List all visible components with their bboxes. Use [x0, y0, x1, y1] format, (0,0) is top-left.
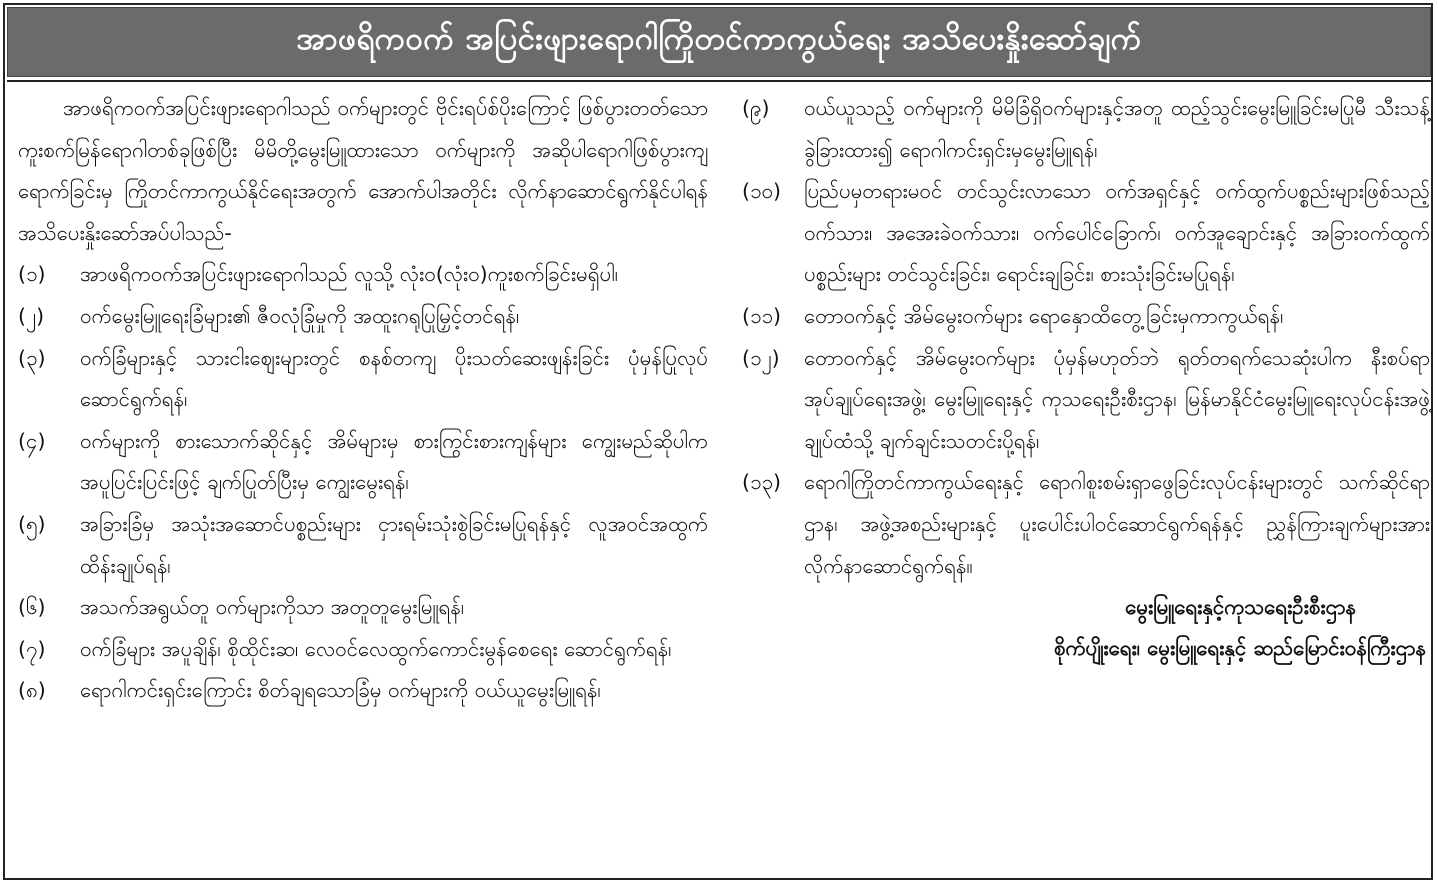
list-item — [742, 462, 1430, 587]
ministry-name: စိုက်ပျိုးရေး၊ မွေးမြူရေးနှင့် ဆည်မြောင်းဝန်ကြီးဌာန — [1053, 636, 1426, 661]
item-number: (၁၁) — [742, 303, 782, 328]
item-text: ဝက်ခြံများနှင့် သားငါးဈေးများတွင် စနစ်တကျ ပိုးသတ်ဆေးဖျန်းခြင်း ပုံမှန်ပြုလုပ်ဆောင်ရွက်ရန်၊ — [80, 345, 708, 412]
item-number: (၇) — [18, 636, 46, 661]
title-banner — [7, 7, 1431, 77]
list-item — [742, 88, 1430, 171]
item-number: (၂) — [18, 303, 45, 328]
list-item — [18, 504, 708, 587]
item-number: (၁၀) — [742, 179, 782, 204]
right-column — [742, 88, 1430, 669]
list-item — [18, 254, 708, 296]
item-text: အခြားခြံမှ အသုံးအဆောင်ပစ္စည်းများ ငှားရမ်းသုံးစွဲခြင်းမပြုရန်နှင့် လူအဝင်အထွက် ထိန်းချုပ်ရန်၊ — [80, 511, 708, 578]
intro-paragraph: အာဖရိကဝက်အပြင်းဖျားရောဂါသည် ဝက်များတွင် ဗိုင်းရပ်စ်ပိုးကြောင့် ဖြစ်ပွားတတ်သော ကူးစက်မြန်ရောဂါတစ်ခုဖြစ်ပြီး မိမိတို့မွေးမြူထားသော ဝက်များကို အဆိုပါရောဂါဖြစ်ပွားကျရောက်ခြင်းမှ ကြိုတင်ကာကွယ်နိုင်ရေးအတွက် အောက်ပါအတိုင်း လိုက်နာဆောင်ရွက်နိုင်ပါရန် အသိပေးနှိုးဆော်အပ်ပါသည်- — [18, 96, 708, 245]
item-number: (၄) — [18, 428, 46, 453]
item-text: ပြည်ပမှတရားမဝင် တင်သွင်းလာသော ဝက်အရှင်နှင့် ဝက်ထွက်ပစ္စည်းများဖြစ်သည့် ဝက်သား၊ အအေးခဲဝက်သား၊ ဝက်ပေါင်ခြောက်၊ ဝက်အူချောင်းနှင့် အခြားဝက်ထွက်ပစ္စည်းများ တင်သွင်းခြင်း၊ ရောင်းချခြင်း၊ စားသုံးခြင်းမပြုရန်၊ — [804, 179, 1430, 287]
list-item — [18, 421, 708, 504]
item-text: တောဝက်နှင့် အိမ်မွေးဝက်များ ရောနှောထိတွေ့ခြင်းမှကာကွယ်ရန်၊ — [804, 303, 1284, 328]
item-text: ရောဂါကြိုတင်ကာကွယ်ရေးနှင့် ရောဂါစူးစမ်းရှာဖွေခြင်းလုပ်ငန်းများတွင် သက်ဆိုင်ရာဌာန၊ အဖွဲ့အစည်းများနှင့် ပူးပေါင်းပါဝင်ဆောင်ရွက်ရန်နှင့် ညွှန်ကြားချက်များအား လိုက်နာဆောင်ရွက်ရန်။ — [804, 470, 1430, 578]
item-number: (၃) — [18, 345, 46, 370]
left-column — [18, 88, 708, 712]
list-item — [742, 171, 1430, 296]
item-text: ရောဂါကင်းရှင်းကြောင်း စိတ်ချရသောခြံမှ ဝက်များကို ဝယ်ယူမွေးမြူရန်၊ — [80, 678, 601, 703]
list-item — [18, 338, 708, 421]
list-item — [18, 629, 708, 671]
list-item — [18, 587, 708, 629]
item-text: ဝက်ခြံများ အပူချိန်၊ စိုထိုင်းဆ၊ လေဝင်လေထွက်ကောင်းမွန်စေရေး ဆောင်ရွက်ရန်၊ — [80, 636, 672, 661]
item-text: ဝက်များကို စားသောက်ဆိုင်နှင့် အိမ်များမှ စားကြွင်းစားကျန်များ ကျွေးမည်ဆိုပါက အပူပြင်းပြင်းဖြင့် ချက်ပြုတ်ပြီးမှ ကျွေးမွေးရန်၊ — [80, 428, 708, 495]
signature-block — [742, 587, 1430, 669]
page-title: အာဖရိကဝက် အပြင်းဖျားရောဂါကြိုတင်ကာကွယ်ရေး အသိပေးနှိုးဆော်ချက် — [296, 21, 1142, 57]
item-number: (၆) — [18, 595, 46, 620]
item-text: တောဝက်နှင့် အိမ်မွေးဝက်များ ပုံမှန်မဟုတ်ဘဲ ရုတ်တရက်သေဆုံးပါက နီးစပ်ရာ အုပ်ချုပ်ရေးအဖွဲ့၊ မွေးမြူရေးနှင့် ကုသရေးဦးစီးဌာန၊ မြန်မာနိုင်ငံမွေးမြူရေးလုပ်ငန်းအဖွဲ့ချုပ်ထံသို့ ချက်ချင်းသတင်းပို့ရန်၊ — [804, 345, 1430, 453]
list-item — [18, 670, 708, 712]
item-number: (၁) — [18, 262, 46, 287]
list-item — [18, 296, 708, 338]
item-number: (၉) — [742, 96, 770, 120]
item-text: အသက်အရွယ်တူ ဝက်များကိုသာ အတူတူမွေးမြူရန်၊ — [80, 595, 465, 620]
item-text: အာဖရိကဝက်အပြင်းဖျားရောဂါသည် လူသို့ လုံးဝ(လုံးဝ)ကူးစက်ခြင်းမရှိပါ၊ — [80, 262, 619, 287]
item-number: (၁၂) — [742, 345, 780, 370]
item-number: (၁၃) — [742, 470, 782, 495]
department-name: မွေးမြူရေးနှင့်ကုသရေးဦးစီးဌာန — [1125, 595, 1356, 620]
divider — [7, 80, 1431, 82]
item-number: (၈) — [18, 678, 46, 703]
list-item — [742, 296, 1430, 338]
item-text: ဝယ်ယူသည့် ဝက်များကို မိမိခြံရှိဝက်များနှင့်အတူ ထည့်သွင်းမွေးမြူခြင်းမပြုမီ သီးသန့်ခွဲခြားထား၍ ရောဂါကင်းရှင်းမှမွေးမြူရန်၊ — [804, 96, 1430, 162]
item-text: ဝက်မွေးမြူရေးခြံများ၏ ဇီဝလုံခြုံမှုကို အထူးဂရုပြုမြှင့်တင်ရန်၊ — [80, 303, 520, 328]
list-item — [742, 338, 1430, 463]
item-number: (၅) — [18, 511, 46, 536]
